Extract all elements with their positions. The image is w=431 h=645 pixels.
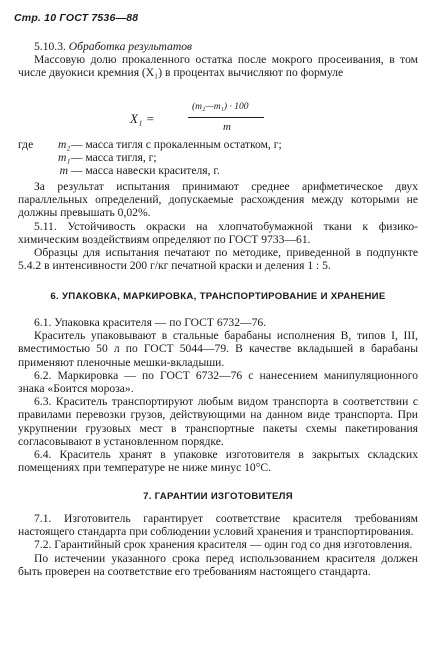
paragraph-7-2: 7.2. Гарантийный срок хранения красителя — один год со дня изготовления. — [34, 538, 413, 552]
legend-row — [18, 164, 418, 177]
paragraph-7-1: 7.1. Изготовитель гарантирует соответствие красителя требованиям настоящего стандарта при соблюдении условий хранения и транспортирования. — [18, 512, 418, 539]
clause-title — [18, 40, 418, 53]
paragraph-6-4: 6.4. Краситель хранят в упаковке изготовителя в закрытых складских помещениях при температуре не ниже минус 10°С. — [18, 448, 418, 475]
formula-legend — [18, 138, 418, 178]
legend-row — [18, 151, 418, 164]
legend-lead: где — [18, 138, 34, 151]
legend-text: — масса навески красителя, г. — [70, 164, 220, 178]
paragraph-6-3: 6.3. Краситель транспортируют любым видом транспорта в соответствии с правилами перевозки грузов, действующими на данном виде транспорта. При укрупнении грузовых мест в транспортные пакеты схемы пакетирования согласовывают в установленном порядке. — [18, 395, 418, 448]
legend-text: — масса тигля, г; — [70, 151, 157, 165]
formula-lhs: X₁ = — [130, 111, 155, 126]
page-header: Стр. 10 ГОСТ 7536—88 — [14, 12, 139, 24]
section-6-body — [18, 316, 418, 474]
section-6 — [18, 290, 418, 303]
formula-numerator: (m₂—m₁) · 100 — [192, 102, 249, 112]
paragraph-7-2-cont: По истечении указанного срока перед использованием красителя должен быть проверен на соответствие его требованиям настоящего стандарта. — [18, 551, 418, 578]
fraction-bar — [188, 117, 264, 118]
legend-symbol: m₁ — [58, 151, 71, 165]
paragraph-result: За результат испытания принимают среднее арифметическое двух параллельных определений, допускаемые расхождения между которыми не должны превышать 0,02%. — [18, 180, 418, 220]
paragraph-6-1-cont: Краситель упаковывают в стальные барабаны исполнения В, типов I, III, вместимостью 50 л по ГОСТ 5044—79. В качестве вкладышей в барабаны применяют пленочные мешки-вкладыши. — [18, 329, 418, 369]
section-7-body — [18, 512, 418, 578]
section-6-title: 6. УПАКОВКА, МАРКИРОВКА, ТРАНСПОРТИРОВАНИЕ И ХРАНЕНИЕ — [50, 291, 386, 302]
legend-text: — масса тигля с прокаленным остатком, г; — [70, 138, 282, 151]
section-7-title: 7. ГАРАНТИИ ИЗГОТОВИТЕЛЯ — [143, 491, 293, 502]
clause-5-10-3 — [18, 40, 418, 80]
paragraph-6-1: 6.1. Упаковка красителя — по ГОСТ 6732—76. — [34, 316, 267, 329]
section-7 — [18, 490, 418, 503]
formula-denominator: m — [223, 121, 231, 133]
legend-symbol: m — [59, 164, 68, 178]
legend-symbol: m₂ — [58, 138, 71, 151]
clause-block-5-11 — [18, 180, 418, 272]
clause-heading: Обработка результатов — [68, 40, 193, 53]
paragraph-samples: Образцы для испытания печатают по методике, приведенной в подпункте 5.4.2 в интенсивности 200 г/кг печатной краски и деления 1 : 5. — [18, 246, 418, 273]
paragraph-5-11: 5.11. Устойчивость окраски на хлопчатобумажной ткани к физико-химическим воздействиям определяют по ГОСТ 9733—61. — [18, 219, 418, 246]
clause-text: Массовую долю прокаленного остатка после мокрого просеивания, в том числе двуокиси кремния (X₁) в процентах вычисляют по формуле — [18, 53, 418, 80]
legend-row — [18, 138, 418, 151]
clause-number: 5.10.3. — [34, 40, 66, 53]
paragraph-6-2: 6.2. Маркировка — по ГОСТ 6732—76 с нанесением манипуляционного знака «Боится мороза». — [18, 368, 418, 396]
